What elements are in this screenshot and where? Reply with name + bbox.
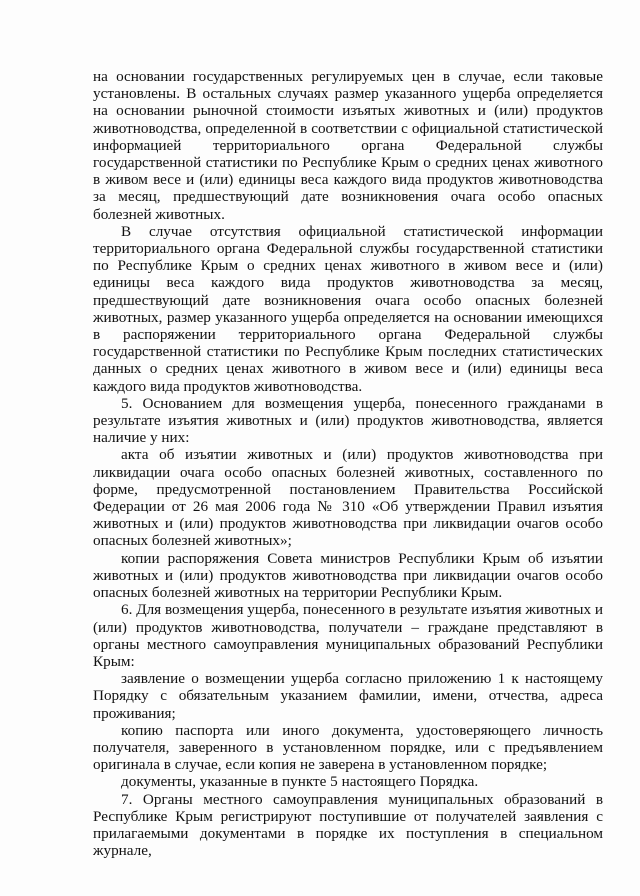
- document-body: [93, 68, 603, 859]
- paragraph-valuation-basis: на основании государственных регулируемых цен в случае, если таковые установлены. В остальных случаях размер указанного ущерба определяется на основании рыночной стоимости изъятых животных и (или) продуктов животноводства, определенной в соответствии с официальной статистической информацией территориального органа Федеральной службы государственной статистики по Республике Крым о средних ценах животного в живом весе и (или) единицы веса каждого вида продуктов животноводства за месяц, предшествующий дате возникновения очага особо опасных болезней животных.: [93, 68, 603, 223]
- paragraph-clause-6: 6. Для возмещения ущерба, понесенного в результате изъятия животных и (или) продуктов животноводства, получатели – граждане представляют в органы местного самоуправления муниципальных образований Республики Крым:: [93, 601, 603, 670]
- paragraph-clause-5: 5. Основанием для возмещения ущерба, понесенного гражданами в результате изъятия животных и (или) продуктов животноводства, является наличие у них:: [93, 394, 603, 447]
- paragraph-passport-copy: копию паспорта или иного документа, удостоверяющего личность получателя, заверенного в установленном порядке, или с предъявлением оригинала в случае, если копия не заверена в установленном порядке;: [93, 721, 603, 774]
- paragraph-no-statistics: В случае отсутствия официальной статистической информации территориального органа Федеральной службы государственной статистики по Республике Крым о средних ценах животного в живом весе и (или) единицы веса каждого вида продуктов животноводства за месяц, предшествующий дате возникновения очага особо опасных болезней животных, размер указанного ущерба определяется на основании имеющихся в распоряжении территориального органа Федеральной службы государственной статистики по Республике Крым последних статистических данных о средних ценах животного в живом весе и (или) единицы веса каждого вида продуктов животноводства.: [93, 222, 603, 395]
- paragraph-seizure-act: акта об изъятии животных и (или) продуктов животноводства при ликвидации очага особо опасных болезней животных, составленного по форме, предусмотренной постановлением Правительства Российской Федерации от 26 мая 2006 года № 310 «Об утверждении Правил изъятия животных и (или) продуктов животноводства при ликвидации очагов особо опасных болезней животных»;: [93, 446, 603, 550]
- paragraph-order-copy: копии распоряжения Совета министров Республики Крым об изъятии животных и (или) продуктов животноводства при ликвидации очагов особо опасных болезней животных на территории Республики Крым.: [93, 549, 603, 602]
- paragraph-documents: документы, указанные в пункте 5 настоящего Порядка.: [121, 773, 479, 791]
- paragraph-application: заявление о возмещении ущерба согласно приложению 1 к настоящему Порядку с обязательным указанием фамилии, имени, отчества, адреса проживания;: [93, 670, 603, 722]
- paragraph-clause-7: 7. Органы местного самоуправления муниципальных образований в Республике Крым регистрируют поступившие от получателей заявления с прилагаемыми документами в порядке их поступления в специальном журнале,: [93, 790, 603, 860]
